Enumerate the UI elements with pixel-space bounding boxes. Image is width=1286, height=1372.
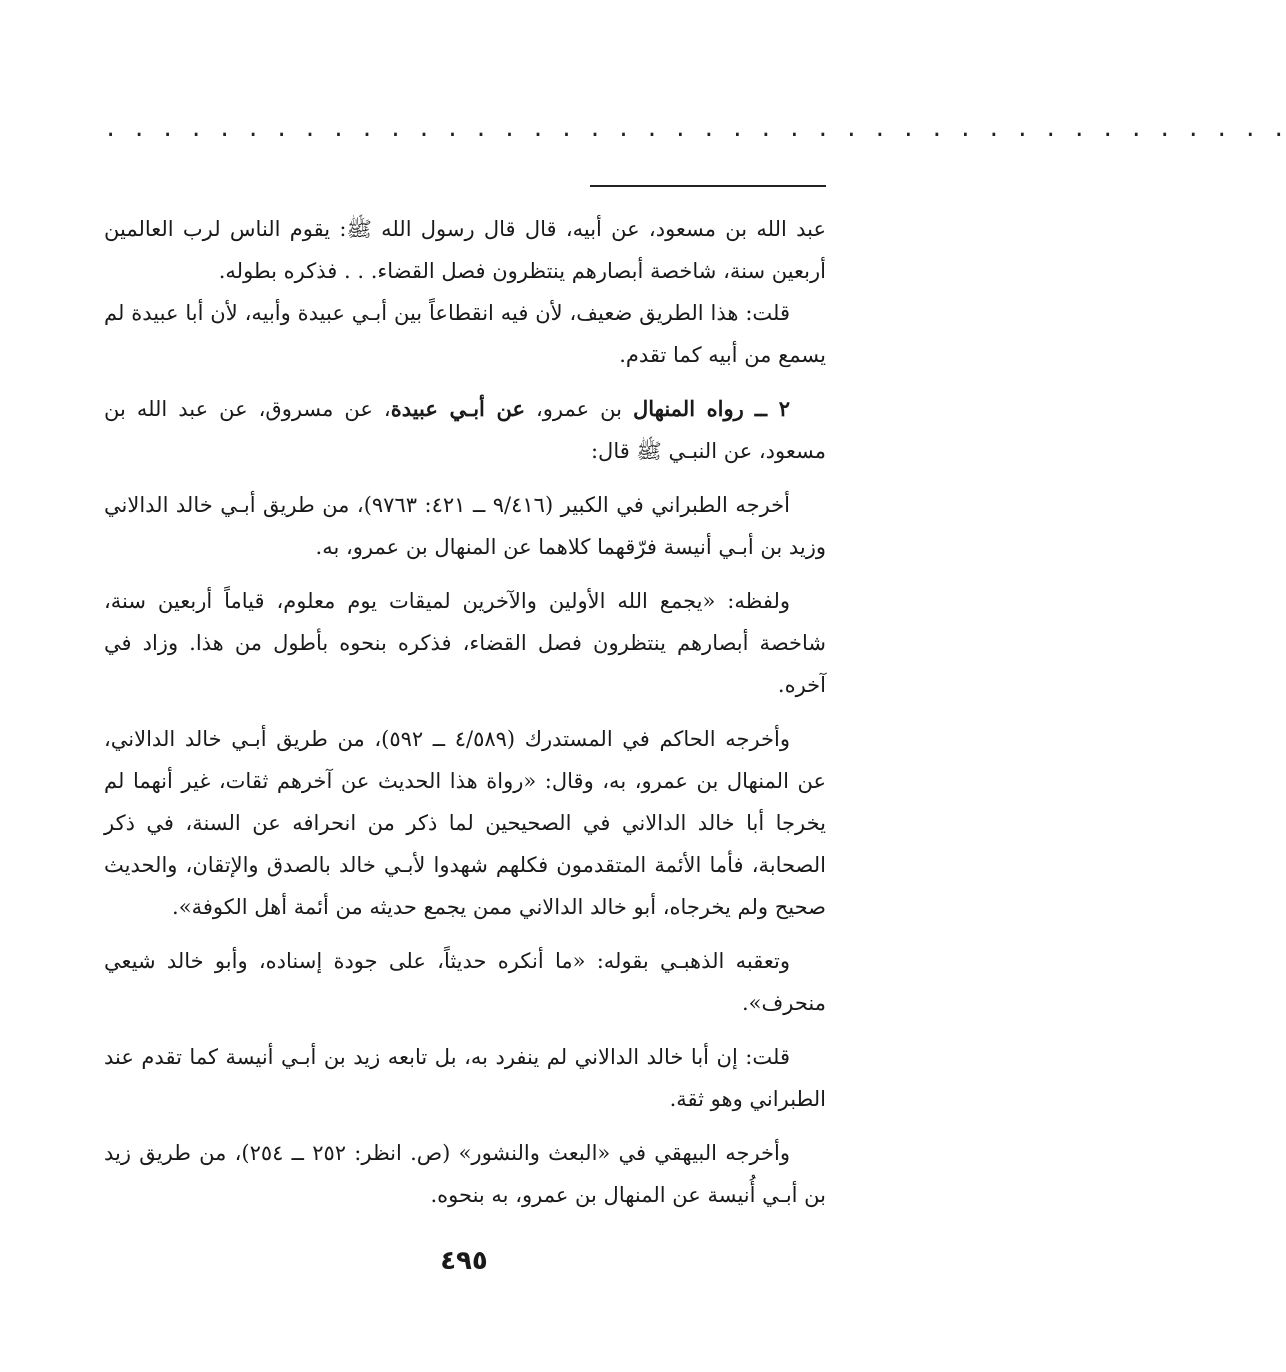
page-number: ٤٩٥ xyxy=(440,1246,488,1276)
paragraph-note-follow-up: قلت: إن أبا خالد الدالاني لم ينفرد به، بل تابعه زيد بن أبـي أنيسة كما تقدم عند الطبراني وهو ثقة. xyxy=(104,1045,826,1111)
narration-number: ٢ ــ xyxy=(754,396,790,421)
paragraph-wording: ولفظه: «يجمع الله الأولين والآخرين لميقات يوم معلوم، قياماً أربعين سنة، شاخصة أبصارهم ينتظرون فصل القضاء، فذكره بنحوه بأطول من هذا. وزاد في آخره. xyxy=(104,589,826,697)
narration-source: عن أبـي عبيدة xyxy=(390,396,526,421)
paragraph-hakim: وأخرجه الحاكم في المستدرك (٤/٥٨٩ ــ ٥٩٢)، من طريق أبـي خالد الدالاني، عن المنهال بن عمرو، به، وقال: «رواة هذا الحديث عن آخرهم ثقات، غير أنهما لم يخرجا أبا خالد الدالاني في الصحيحين لما ذكر من انحرافه عن السنة، في ذكر الصحابة، فأما الأئمة المتقدمون فكلهم شهدوا لأبـي خالد بالصدق والإتقان، والحديث صحيح ولم يخرجاه، أبو خالد الدالاني ممن يجمع حديثه من أئمة أهل الكوفة». xyxy=(104,727,826,919)
paragraph-tabarani: أخرجه الطبراني في الكبير (٩/٤١٦ ــ ٤٢١: ٩٧٦٣)، من طريق أبـي خالد الدالاني وزيد بن أبـي أنيسة فرّقهما كلاهما عن المنهال بن عمرو، به. xyxy=(104,493,826,559)
narration-rest: ، عن مسروق، عن عبد الله بن مسعود، عن النبـي ﷺ قال: xyxy=(104,397,826,463)
paragraph-bayhaqi: وأخرجه البيهقي في «البعث والنشور» (ص. انظر: ٢٥٢ ــ ٢٥٤)، من طريق زيد بن أبـي أُنيسة عن المنهال بن عمرو، به بنحوه. xyxy=(104,1141,826,1207)
page-body xyxy=(104,208,826,1228)
paragraph-dhahabi: وتعقبه الذهبـي بقوله: «ما أنكره حديثاً، على جودة إسناده، وأبو خالد شيعي منحرف». xyxy=(104,949,826,1015)
paragraph-note-weak-chain: قلت: هذا الطريق ضعيف، لأن فيه انقطاعاً بين أبـي عبيدة وأبيه، لأن أبا عبيدة لم يسمع من أبيه كما تقدم. xyxy=(104,301,826,367)
paragraph-continuation: عبد الله بن مسعود، عن أبيه، قال قال رسول الله ﷺ: يقوم الناس لرب العالمين أربعين سنة، شاخصة أبصارهم ينتظرون فصل القضاء. . . فذكره بطوله. xyxy=(104,217,826,283)
footnote-dotted-separator: . . . . . . . . . . . . . . . . . . . . . . . . . . . . . . . . . . . . . . . . . . xyxy=(104,117,1286,142)
narration-mid: بن عمرو، xyxy=(525,397,633,421)
footnote-rule xyxy=(590,185,826,187)
paragraph-narration-2 xyxy=(104,388,826,472)
narration-intro: رواه المنهال xyxy=(632,396,744,421)
